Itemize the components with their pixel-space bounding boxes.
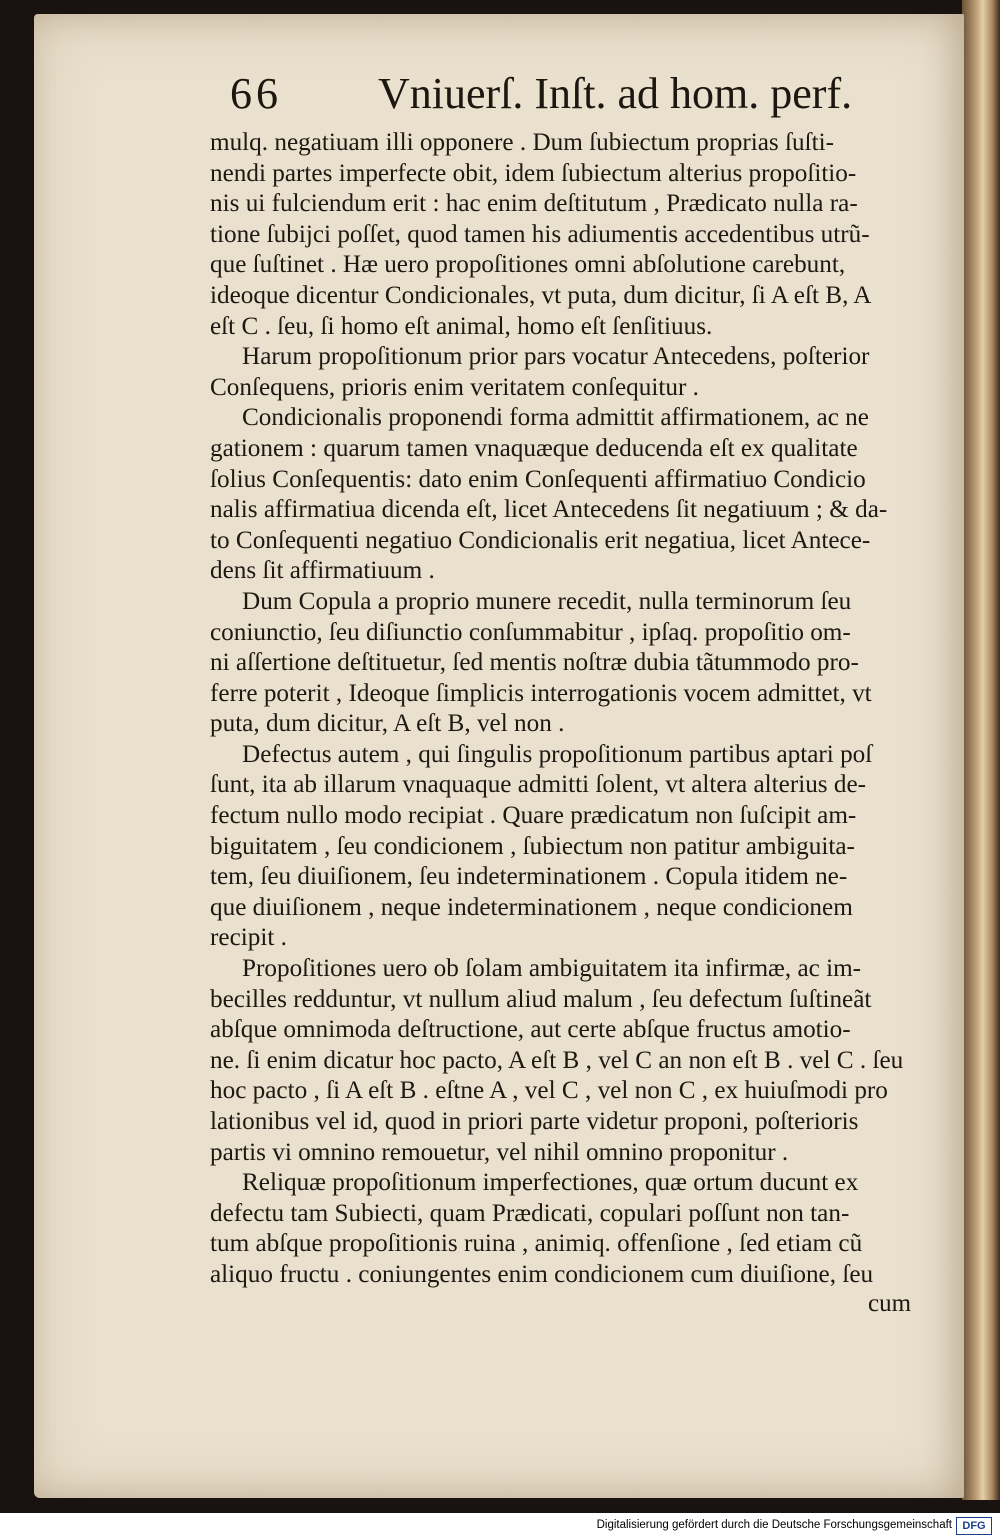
- text-line: tem, ſeu diuiſionem, ſeu indeterminationem . Copula itidem ne-: [210, 863, 848, 891]
- text-line: ferre poterit , Ideoque ſimplicis interrogationis vocem admittet, vt: [210, 679, 872, 707]
- text-line: tione ſubijci poſſet, quod tamen his adiumentis accedentibus utrũ-: [210, 220, 870, 248]
- text-line: puta, dum dicitur, A eſt B, vel non .: [210, 710, 565, 738]
- text-line: ſolius Conſequentis: dato enim Conſequenti affirmatiuo Condicio: [210, 465, 866, 493]
- text-line: biguitatem , ſeu condicionem , ſubiectum non patitur ambiguita-: [210, 832, 855, 860]
- text-line: abſque omnimoda deſtructione, aut certe abſque fructus amotio-: [210, 1016, 851, 1044]
- text-line: ideoque dicentur Condicionales, vt puta, dum dicitur, ſi A eſt B, A: [210, 281, 872, 309]
- text-line: Reliquæ propoſitionum imperfectiones, quæ ortum ducunt ex: [242, 1169, 859, 1197]
- page-edges: [962, 0, 1000, 1500]
- text-line: nendi partes imperfecte obit, idem ſubiectum alterius propoſitio-: [210, 159, 857, 187]
- text-line: Dum Copula a proprio munere recedit, nulla terminorum ſeu: [242, 587, 852, 615]
- text-line: nalis affirmatiua dicenda eſt, licet Antecedens ſit negatiuum ; & da-: [210, 496, 888, 524]
- body-text: [210, 128, 966, 1291]
- text-line: mulq. negatiuam illi opponere . Dum ſubiectum proprias ſuſti-: [210, 129, 834, 156]
- text-line: lationibus vel id, quod in priori parte videtur proponi, poſterioris: [210, 1108, 859, 1135]
- running-title: Vniuerſ. Inſt. ad hom. perf.: [378, 69, 853, 118]
- text-line: aliquo fructu . coniungentes enim condicionem cum diuiſione, ſeu: [210, 1260, 874, 1288]
- text-line: tum abſque propoſitionis ruina , animiq. offenſione , ſed etiam cũ: [210, 1230, 863, 1258]
- text-line: ſunt, ita ab illarum vnaquaque admitti ſolent, vt altera alterius de-: [210, 771, 867, 799]
- text-line: Conſequens, prioris enim veritatem conſequitur .: [210, 373, 699, 401]
- text-line: que diuiſionem , neque indeterminationem , neque condicionem: [210, 893, 853, 921]
- page-number: 66: [230, 69, 282, 118]
- text-line: defectu tam Subiecti, quam Prædicati, copulari poſſunt non tan-: [210, 1199, 850, 1227]
- text-line: to Conſequenti negatiuo Condicionalis erit negatiua, licet Antece-: [210, 526, 871, 554]
- text-line: dens ſit affirmatiuum .: [210, 557, 435, 585]
- text-line: Propoſitiones uero ob ſolam ambiguitatem ita infirmæ, ac im-: [242, 955, 862, 983]
- text-line: Condicionalis proponendi forma admittit affirmationem, ac ne: [242, 404, 869, 432]
- running-head: [230, 68, 853, 124]
- text-line: recipit .: [210, 924, 287, 952]
- text-line: fectum nullo modo recipiat . Quare prædicatum non ſuſcipit am-: [210, 802, 857, 830]
- catchword: cum: [868, 1290, 912, 1317]
- dfg-logo: DFG: [956, 1517, 992, 1535]
- text-line: gationem : quarum tamen vnaquæque deducenda eſt ex qualitate: [210, 434, 858, 462]
- footer-bar: [0, 1513, 1000, 1538]
- text-line: ne. ſi enim dicatur hoc pacto, A eſt B , vel C an non eſt B . vel C . ſeu: [210, 1046, 904, 1074]
- text-line: coniunctio, ſeu diſiunctio conſummabitur , ipſaq. propoſitio om-: [210, 618, 851, 646]
- text-line: hoc pacto , ſi A eſt B . eſtne A , vel C , vel non C , ex huiuſmodi pro: [210, 1077, 888, 1105]
- funding-credit: Digitalisierung gefördert durch die Deutsche Forschungsgemeinschaft: [596, 1519, 952, 1531]
- text-line: eſt C . ſeu, ſi homo eſt animal, homo eſt ſenſitiuus.: [210, 312, 713, 340]
- text-line: Harum propoſitionum prior pars vocatur Antecedens, poſterior: [242, 343, 870, 371]
- text-line: Defectus autem , qui ſingulis propoſitionum partibus aptari poſ: [242, 740, 873, 768]
- text-line: partis vi omnino remouetur, vel nihil omnino proponitur .: [210, 1138, 789, 1166]
- text-line: que ſuſtinet . Hæ uero propoſitiones omni abſolutione carebunt,: [210, 251, 846, 279]
- text-line: becilles redduntur, vt nullum aliud malum , ſeu defectum ſuſtineãt: [210, 985, 872, 1013]
- text-line: ni aſſertione deſtituetur, ſed mentis noſtræ dubia tãtummodo pro-: [210, 649, 859, 677]
- text-line: nis ui fulciendum erit : hac enim deſtitutum , Prædicato nulla ra-: [210, 190, 858, 218]
